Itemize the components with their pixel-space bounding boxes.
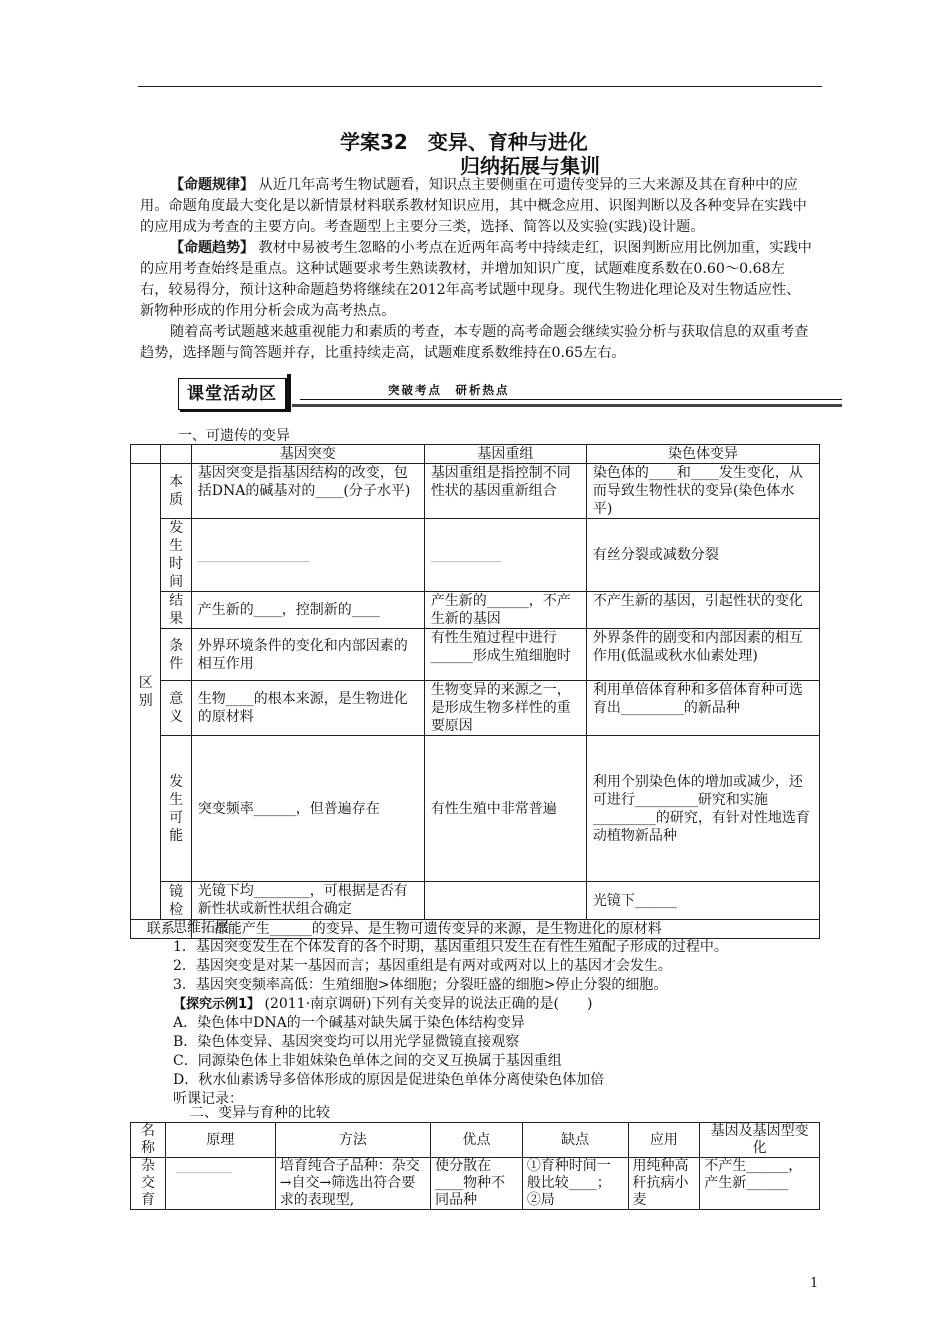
extension-item: 1．基因突变发生在个体发育的各个时期，基因重组只发生在有性生殖配子形成的过程中。 (173, 939, 728, 955)
top-rule (138, 86, 822, 87)
banner-subtitle: 突破考点 研析热点 (388, 383, 510, 397)
table-cell: 染色体的____和____发生变化，从而导致生物性状的变异(染色体水平) (586, 464, 819, 519)
table-cell: 不产生新的基因，引起性状的变化 (586, 592, 819, 629)
header-cell: 方法 (275, 1123, 430, 1158)
variation-table (130, 444, 820, 939)
section1-heading: 一、可遗传的变异 (178, 428, 290, 444)
intro-paragraph-outlook: 随着高考试题越来越重视能力和素质的考查，本专题的高考命题会继续实验分析与获取信息的双重考查趋势，选择题与简答题并存，比重持续走高，试题难度系数维持在0.65左右。 (140, 324, 809, 361)
extension-item: 2．基因突变是对某一基因而言；基因重组是有两对或两对以上的基因才会发生。 (173, 958, 672, 974)
row-label: 条件 (161, 629, 191, 681)
option-c: C．同源染色体上非姐妹染色单体之间的交叉互换属于基因重组 (173, 1053, 562, 1069)
table-cell: 有性生殖中非常普遍 (424, 736, 586, 882)
link-label: 联系 (131, 920, 192, 939)
row-label: 本质 (161, 464, 191, 519)
section2-heading: 二、变异与育种的比较 (190, 1105, 330, 1121)
header-cell: 应用 (628, 1123, 700, 1158)
header-cell: 名称 (131, 1123, 166, 1158)
table-cell: 培育纯合子品种：杂交→自交→筛选出符合要求的表现型, (275, 1158, 430, 1210)
page-title: 学案32 变异、育种与进化 (340, 130, 588, 154)
row-name: 杂交育 (131, 1158, 166, 1210)
table-cell: 生物变异的来源之一，是形成生物多样性的重要原因 (424, 681, 586, 736)
table-cell: 光镜下______ (586, 882, 819, 920)
row-label: 镜检 (161, 882, 191, 920)
row-label: 结果 (161, 592, 191, 629)
table-cell: 利用个别染色体的增加或减少，还可进行_________研究和实施_________的研究，有针对性地选育动植物新品种 (586, 736, 819, 882)
table-cell: 产生新的______，不产生新的基因 (424, 592, 586, 629)
col-header: 基因重组 (424, 445, 586, 464)
intro-paragraph-trend: 【命题趋势】 教材中易被考生忽略的小考点在近两年高考中持续走红，识图判断应用比例加重，实践中的应用考查始终是重点。这种试题要求考生熟读教材，并增加知识广度，试题难度系数在0.60～0.68左右，较易得分，预计这种命题趋势将继续在2012年高考试题中现身。现代生物进化理论及对生物适应性、新物种形成的作用分析会成为高考热点。 (140, 240, 812, 319)
page-number: 1 (810, 1276, 819, 1291)
table-cell: 用纯种高秆抗病小麦 (628, 1158, 700, 1210)
table-cell: 有性生殖过程中进行______形成生殖细胞时 (424, 629, 586, 681)
header-cell: 缺点 (522, 1123, 628, 1158)
intro-paragraph-rule: 【命题规律】 从近几年高考生物试题看，知识点主要侧重在可遗传变异的三大来源及其在育种中的应用。命题角度最大变化是以新情景材料联系教材知识应用，其中概念应用、识图判断以及各种变异在实践中的应用成为考查的主要方向。考查题型上主要分三类，选择、简答以及实验(实践)设计题。 (140, 177, 807, 235)
banner-bracket (287, 374, 291, 408)
section-banner: 课堂活动区 (178, 378, 289, 410)
link-text: 都能产生______的变异、是生物可遗传变异的来源，是生物进化的原材料 (191, 920, 819, 939)
table-cell: 产生新的____，控制新的____ (191, 592, 424, 629)
table-cell: 生物____的根本来源，是生物进化的原材料 (191, 681, 424, 736)
table-cell: 不产生______，产生新______ (700, 1158, 820, 1210)
table-cell: ①育种时间一般比较____；②局 (522, 1158, 628, 1210)
table-cell: 外界条件的剧变和内部因素的相互作用(低温或秋水仙素处理) (586, 629, 819, 681)
table-cell: __________ (424, 519, 586, 592)
intro-section (140, 175, 812, 364)
table-cell: 有丝分裂或减数分裂 (586, 519, 819, 592)
banner-rule-thick (292, 404, 842, 407)
table-cell: 光镜下均________，可根据是否有新性状或新性状组合确定 (191, 882, 424, 920)
row-label: 意义 (161, 681, 191, 736)
label-trend: 【命题趋势】 (170, 240, 254, 256)
breeding-table (130, 1122, 820, 1210)
extension-item: 3．基因突变频率高低：生殖细胞>体细胞；分裂旺盛的细胞>停止分裂的细胞。 (173, 977, 668, 993)
option-a: A．染色体中DNA的一个碱基对缺失属于染色体结构变异 (173, 1015, 525, 1031)
extension-heading: 思维拓展 (173, 920, 229, 936)
option-d: D．秋水仙素诱导多倍体形成的原因是促进染色单体分离使染色体加倍 (173, 1072, 605, 1088)
table-cell (424, 882, 586, 920)
table-cell: ________________ (191, 519, 424, 592)
table-cell: 使分散在____物种不同品种 (431, 1158, 523, 1210)
row-label: 发生可能 (161, 736, 191, 882)
table-cell: ________ (165, 1158, 275, 1210)
lecture-notes: 听课记录： (173, 1091, 243, 1107)
table-cell: 基因突变是指基因结构的改变，包括DNA的碱基对的____(分子水平) (191, 464, 424, 519)
table-cell: 基因重组是指控制不同性状的基因重新组合 (424, 464, 586, 519)
header-cell: 基因及基因型变化 (700, 1123, 820, 1158)
row-label: 发生时间 (161, 519, 191, 592)
group-label: 区别 (131, 464, 161, 920)
col-header: 基因突变 (191, 445, 424, 464)
table-cell: 利用单倍体育种和多倍体育种可选育出_________的新品种 (586, 681, 819, 736)
example-label: 【探究示例1】 (173, 997, 261, 1012)
example-stem: 【探究示例1】 (2011·南京调研)下列有关变异的说法正确的是( ) (173, 996, 593, 1012)
table-cell: 外界环境条件的变化和内部因素的相互作用 (191, 629, 424, 681)
table-cell: 突变频率______，但普遍存在 (191, 736, 424, 882)
header-cell: 原理 (165, 1123, 275, 1158)
label-rule: 【命题规律】 (170, 177, 254, 193)
banner-rule (300, 399, 842, 400)
header-cell: 优点 (431, 1123, 523, 1158)
col-header: 染色体变异 (586, 445, 819, 464)
page-subtitle: 归纳拓展与集训 (460, 154, 600, 178)
option-b: B．染色体变异、基因突变均可以用光学显微镜直接观察 (173, 1034, 520, 1050)
